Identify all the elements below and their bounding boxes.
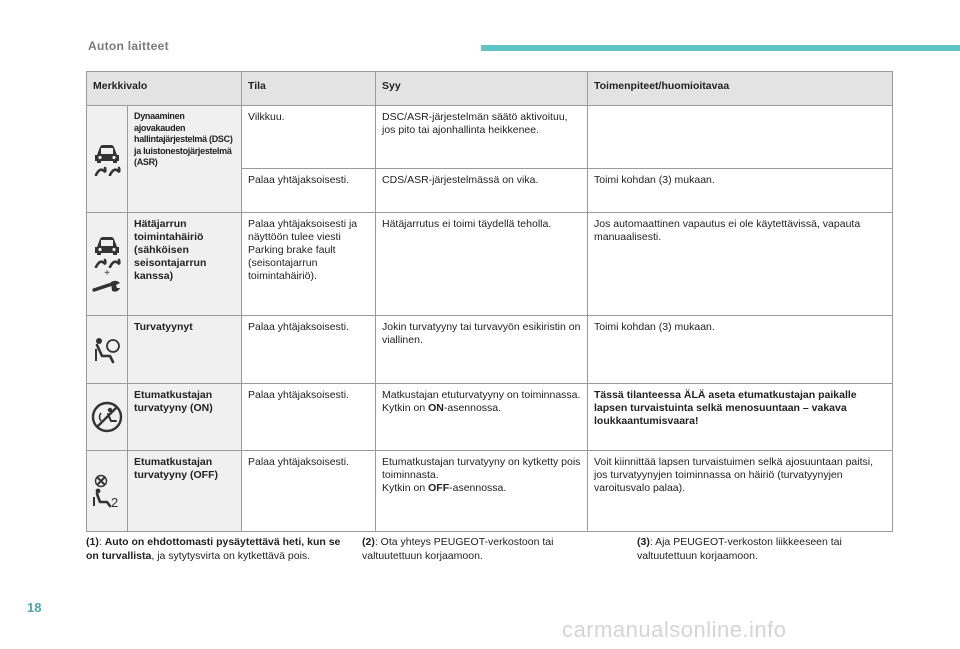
page-number: 18: [27, 600, 42, 615]
cause-cell: DSC/ASR-järjestelmän säätö aktivoituu, jos pito tai ajonhallinta heikkenee.: [376, 106, 588, 169]
plus-sign: +: [104, 268, 110, 279]
table-header-row: [87, 72, 893, 106]
header-accent-bar: [481, 45, 960, 51]
table-row: [87, 451, 893, 532]
icon-cell: [87, 451, 128, 532]
state-cell: Palaa yhtäjaksoisesti.: [242, 316, 376, 384]
icon-cell: [87, 106, 128, 213]
cause-cell: Jokin turvatyyny tai turvavyön esikiristin on viallinen.: [376, 316, 588, 384]
table-row: [87, 213, 893, 316]
cause-text-2: Kytkin on OFF-asennossa.: [382, 482, 507, 494]
state-cell: Vilkkuu.: [242, 106, 376, 169]
cause-cell: [376, 451, 588, 532]
section-title: Auton laitteet: [88, 39, 169, 53]
icon-cell: [87, 316, 128, 384]
action-cell: Toimi kohdan (3) mukaan.: [588, 168, 893, 212]
watermark: carmanualsonline.info: [562, 617, 787, 642]
action-cell: Tässä tilanteessa ÄLÄ aseta etumatkustajan paikalle lapsen turvaistuinta selkä menosuuntaan – vakava loukkaantumisvaara!: [588, 384, 893, 451]
column-header-action: Toimenpiteet/huomioitavaa: [588, 72, 893, 106]
airbag-on-icon: [90, 400, 124, 434]
action-cell: Voit kiinnittää lapsen turvaistuimen selkä ajosuuntaan paitsi, jos turvatyynyjen toiminnassa on häiriö (turvatyynyjen varoitusvalo palaa).: [588, 451, 893, 532]
cause-cell: Hätäjarrutus ei toimi täydellä teholla.: [376, 213, 588, 316]
cause-text-1: Etumatkustajan turvatyyny on kytketty pois toiminnasta.: [382, 456, 581, 481]
state-cell: Palaa yhtäjaksoisesti ja näyttöön tulee viesti Parking brake fault (seisontajarrun toimintahäiriö).: [242, 213, 376, 316]
light-name-airbags: Turvatyynyt: [128, 316, 242, 384]
warning-lights-table: [86, 71, 893, 532]
light-name-dsc: [128, 106, 242, 213]
table-row: [87, 316, 893, 384]
icon-cell: [87, 384, 128, 451]
icon-cell: [87, 213, 128, 316]
table-row: [87, 384, 893, 451]
column-header-light: Merkkivalo: [87, 72, 242, 106]
svg-text:2: 2: [111, 495, 119, 508]
cause-cell: [376, 384, 588, 451]
light-name-dsc-text: Dynaaminen ajovakauden hallintajärjestelmä (DSC) ja luistonestojärjestelmä (ASR): [134, 111, 233, 167]
column-header-state: Tila: [242, 72, 376, 106]
footnote-1: (1): Auto on ehdottomasti pysäytettävä heti, kun se on turvallista, ja sytytysvirta on kytkettävä pois.: [86, 536, 341, 562]
state-cell: Palaa yhtäjaksoisesti.: [242, 384, 376, 451]
light-name-passenger-on: Etumatkustajan turvatyyny (ON): [128, 384, 242, 451]
airbag-person-icon: [92, 335, 122, 365]
light-name-passenger-off: Etumatkustajan turvatyyny (OFF): [128, 451, 242, 532]
skid-car-icon: [92, 234, 122, 268]
state-cell: Palaa yhtäjaksoisesti.: [242, 451, 376, 532]
action-cell: Toimi kohdan (3) mukaan.: [588, 316, 893, 384]
column-header-cause: Syy: [376, 72, 588, 106]
skid-car-icon: [92, 142, 122, 176]
airbag-off-icon: [91, 474, 123, 508]
light-name-brake: Hätäjarrun toimintahäiriö (sähköisen seisontajarrun kanssa): [128, 213, 242, 316]
state-cell: Palaa yhtäjaksoisesti.: [242, 168, 376, 212]
cause-text-2: Kytkin on ON-asennossa.: [382, 402, 502, 414]
cause-text-1: Matkustajan etuturvatyyny on toiminnassa.: [382, 389, 581, 401]
table-row: [87, 106, 893, 169]
footnote-3: (3): Aja PEUGEOT-verkoston liikkeeseen tai valtuutettuun korjaamoon.: [637, 536, 842, 562]
footnote-2: (2): Ota yhteys PEUGEOT-verkostoon tai valtuutettuun korjaamoon.: [362, 536, 554, 562]
wrench-icon: [92, 280, 122, 294]
action-cell: Jos automaattinen vapautus ei ole käytettävissä, vapauta manuaalisesti.: [588, 213, 893, 316]
cause-cell: CDS/ASR-järjestelmässä on vika.: [376, 168, 588, 212]
action-cell: [588, 106, 893, 169]
